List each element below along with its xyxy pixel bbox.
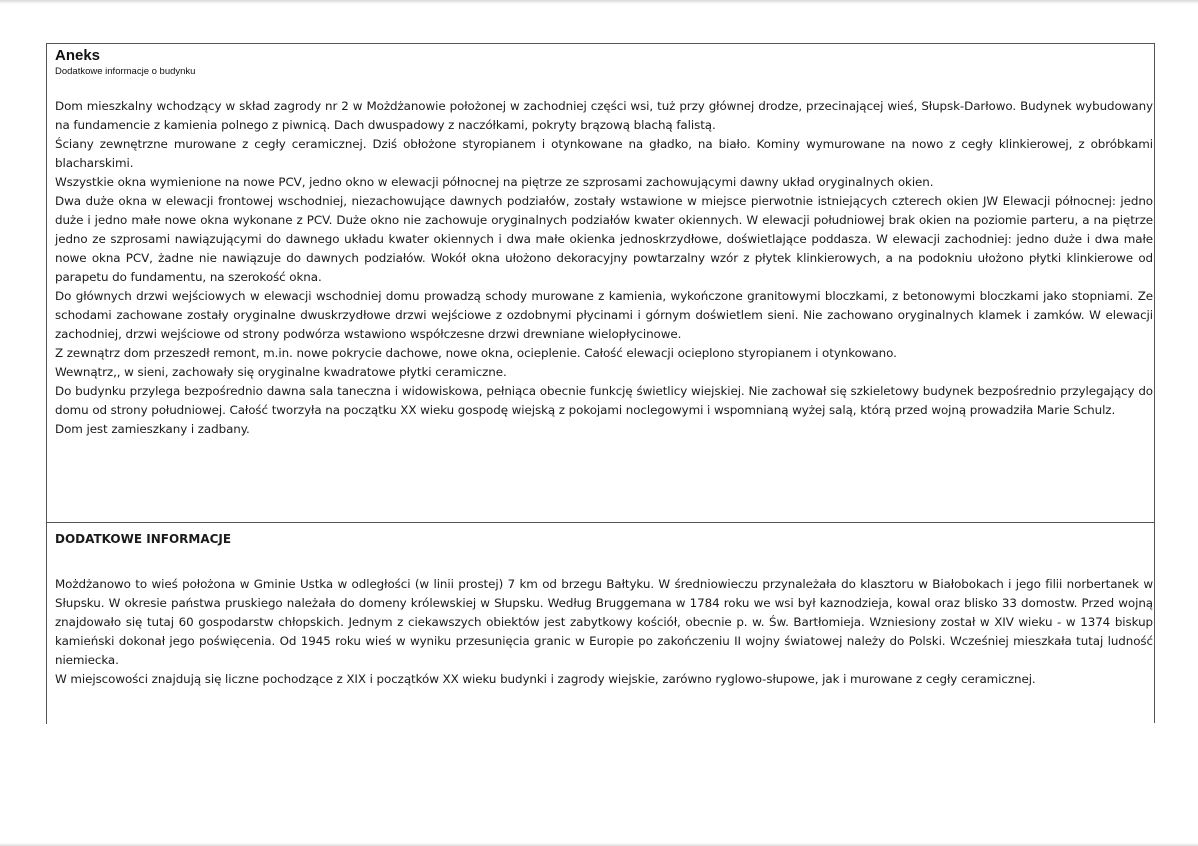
annex-title: Aneks xyxy=(55,47,101,64)
right-border-rule xyxy=(1154,43,1155,723)
paragraph: Do budynku przylega bezpośrednio dawna sala taneczna i widowiskowa, pełniąca obecnie funkcję świetlicy wiejskiej. Nie zachował się szkieletowy budynek bezpośrednio przylegający do domu od strony południowej. Całość tworzyła na początku XX wieku gospodę wiejską z pokojami noclegowymi i wspomnianą wyżej salą, którą przed wojną prowadziła Marie Schulz. xyxy=(55,384,1153,417)
document-sheet xyxy=(46,43,1155,724)
additional-info-heading: DODATKOWE INFORMACJE xyxy=(55,532,232,546)
annex-body xyxy=(55,97,1153,439)
paragraph: Dom jest zamieszkany i zadbany. xyxy=(55,422,250,436)
additional-info-body xyxy=(55,575,1153,689)
paragraph: Wszystkie okna wymienione na nowe PCV, jedno okno w elewacji północnej na piętrze ze szprosami zachowującymi dawny układ oryginalnych okien. xyxy=(55,175,934,189)
paragraph: Możdżanowo to wieś położona w Gminie Ustka w odległości (w linii prostej) 7 km od brzegu Bałtyku. W średniowieczu przynależała do klasztoru w Białobokach i jego filii norbertanek w Słupsku. W okresie państwa pruskiego należała do domeny królewskiej w Słupsku. Według Bruggemana w 1784 roku we wsi był kaznodzieja, kowal oraz blisko 33 domostw. Przed wojną znajdowało się tutaj 60 gospodarstw chłopskich. Jednym z ciekawszych obiektów jest zabytkowy kościół, obecnie p. w. Św. Bartłomieja. Wzniesiony został w XIV wieku - w 1374 biskup kamieński dokonał jego poświęcenia. Od 1945 roku wieś w wyniku przesunięcia granic w Europie po zakończeniu II wojny światowej należy do Polski. Wcześniej mieszkała tutaj ludność niemiecka. xyxy=(55,577,1153,667)
scan-edge-top xyxy=(0,0,1198,4)
paragraph: Z zewnątrz dom przeszedł remont, m.in. nowe pokrycie dachowe, nowe okna, ocieplenie. Całość elewacji ocieplono styropianem i otynkowano. xyxy=(55,346,897,360)
paragraph: Ściany zewnętrzne murowane z cegły ceramicznej. Dziś obłożone styropianem i otynkowane na gładko, na biało. Kominy wymurowane na nowo z cegły klinkierowej, z obróbkami blacharskimi. xyxy=(55,137,1153,170)
section-divider xyxy=(47,522,1155,523)
paragraph: Dom mieszkalny wchodzący w skład zagrody nr 2 w Możdżanowie położonej w zachodniej części wsi, tuż przy głównej drodze, przecinającej wieś, Słupsk-Darłowo. Budynek wybudowany na fundamencie z kamienia polnego z piwnicą. Dach dwuspadowy z naczółkami, pokryty brązową blachą falistą. xyxy=(55,99,1153,132)
paragraph: Do głównych drzwi wejściowych w elewacji wschodniej domu prowadzą schody murowane z kamienia, wykończone granitowymi bloczkami, z betonowymi bloczkami jako stopniami. Ze schodami zachowane zostały oryginalne dwuskrzydłowe drzwi wejściowe z ozdobnymi płycinami i górnym doświetlem sieni. Nie zachowano oryginalnych klamek i zamków. W elewacji zachodniej, drzwi wejściowe od strony podwórza wstawiono współczesne drzwi drewniane wielopłycinowe. xyxy=(55,289,1153,341)
annex-subtitle: Dodatkowe informacje o budynku xyxy=(55,66,196,77)
paragraph: Wewnątrz,, w sieni, zachowały się oryginalne kwadratowe płytki ceramiczne. xyxy=(55,365,507,379)
paragraph: Dwa duże okna w elewacji frontowej wschodniej, niezachowujące dawnych podziałów, zostały wstawione w miejsce pierwotnie istniejących czterech okien JW Elewacji północnej: jedno duże i jedno małe nowe okna wykonane z PCV. Duże okno nie zachowuje oryginalnych podziałów kwater okiennych. W elewacji południowej brak okien na poziomie parteru, a na piętrze jedno ze szprosami nawiązującymi do dawnego układu kwater okiennych i dwa małe okienka jednoskrzydłowe, doświetlające poddasza. W elewacji zachodniej: jedno duże i dwa małe nowe okna PCV, żadne nie nawiązuje do dawnych podziałów. Wokół okna ułożono dekoracyjny powtarzalny wzór z płytek klinkierowych, a na podokniu ułożono płytki klinkierowe od parapetu do fundamentu, na szerokość okna. xyxy=(55,194,1153,284)
paragraph: W miejscowości znajdują się liczne pochodzące z XIX i początków XX wieku budynki i zagrody wiejskie, zarówno ryglowo-słupowe, jak i murowane z cegły ceramicznej. xyxy=(55,672,1036,686)
